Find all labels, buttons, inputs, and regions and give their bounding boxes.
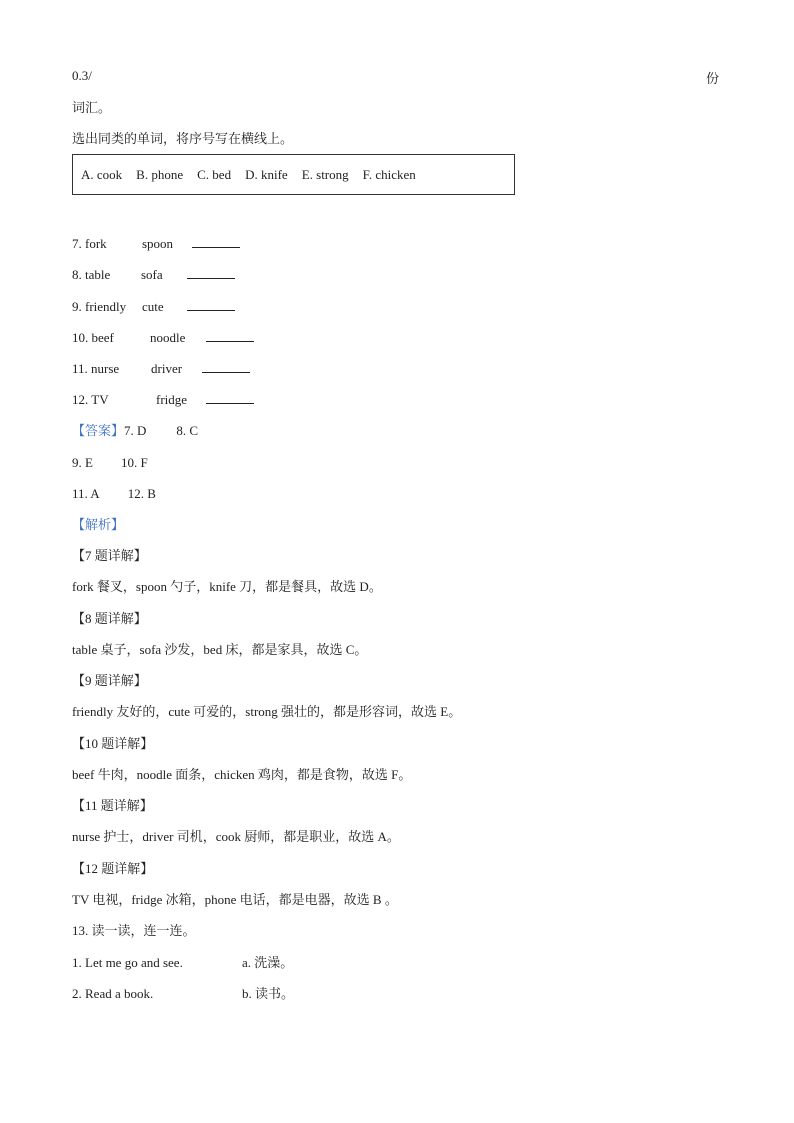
detail-heading-9: 【9 题详解】: [72, 673, 147, 688]
question-11: [72, 361, 250, 377]
answer-blank[interactable]: [192, 236, 240, 248]
section-title: 词汇。: [72, 100, 112, 115]
question-7: [72, 236, 240, 252]
question-word: cute: [142, 299, 164, 314]
answer-blank[interactable]: [206, 392, 254, 404]
match-left-item: 1. Let me go and see.: [72, 955, 183, 970]
answer-line-1: [72, 423, 198, 439]
answer-10: 10. F: [120, 455, 148, 470]
match-right-item: a. 洗澡。: [242, 955, 294, 970]
match-right-item: b. 读书。: [242, 986, 295, 1001]
detail-text-8: table 桌子，sofa 沙发，bed 床，都是家具，故选 C。: [72, 642, 368, 657]
question-word: 12. TV: [72, 392, 109, 407]
answer-blank[interactable]: [202, 361, 250, 373]
question-word: 10. beef: [72, 330, 114, 345]
option-d: D. knife: [245, 166, 288, 182]
option-c: C. bed: [197, 166, 232, 182]
question-word: driver: [151, 361, 183, 376]
header-left-text: 0.3/: [72, 68, 92, 83]
question-word: fridge: [156, 392, 188, 407]
detail-text-9: friendly 友好的，cute 可爱的，strong 强壮的，都是形容词，故选 E。: [72, 704, 462, 719]
answer-7: 7. D: [124, 423, 147, 438]
answer-blank[interactable]: [187, 267, 235, 279]
answer-blank[interactable]: [206, 330, 254, 342]
question-word: 7. fork: [72, 236, 107, 251]
detail-text-12: TV 电视，fridge 冰箱，phone 电话，都是电器，故选 B 。: [72, 892, 398, 907]
detail-heading-11: 【11 题详解】: [72, 798, 153, 813]
question-word: spoon: [142, 236, 174, 251]
question-8: [72, 267, 235, 283]
detail-text-10: beef 牛肉，noodle 面条，chicken 鸡肉，都是食物，故选 F。: [72, 767, 412, 782]
question-12: [72, 392, 254, 408]
question-9: [72, 299, 235, 315]
match-row-1: [72, 955, 293, 971]
question-word: sofa: [141, 267, 163, 282]
question-word: 11. nurse: [72, 361, 120, 376]
answer-blank[interactable]: [187, 299, 235, 311]
answer-line-2: [72, 455, 148, 471]
match-left-item: 2. Read a book.: [72, 986, 154, 1001]
detail-heading-12: 【12 题详解】: [72, 861, 154, 876]
option-b: B. phone: [136, 166, 184, 182]
answer-11: 11. A: [72, 486, 100, 501]
option-e: E. strong: [301, 166, 349, 182]
header-right-text: 份: [706, 71, 720, 86]
options-box: [72, 154, 515, 195]
option-f: F. chicken: [362, 166, 416, 182]
question-10: [72, 330, 254, 346]
question-word: noodle: [150, 330, 186, 345]
answer-line-3: [72, 486, 156, 502]
answer-label: 【答案】: [72, 423, 125, 438]
question-word: 8. table: [72, 267, 111, 282]
answer-12: 12. B: [127, 486, 156, 501]
question-word: 9. friendly: [72, 299, 127, 314]
option-a: A. cook: [81, 166, 123, 182]
section-13-title: 13. 读一读，连一连。: [72, 923, 196, 938]
match-row-2: [72, 986, 294, 1002]
detail-heading-10: 【10 题详解】: [72, 736, 154, 751]
answer-9: 9. E: [72, 455, 93, 470]
detail-text-11: nurse 护士，driver 司机，cook 厨师，都是职业，故选 A。: [72, 829, 400, 844]
instruction-text: 选出同类的单词，将序号写在横线上。: [72, 131, 294, 146]
detail-text-7: fork 餐叉，spoon 勺子，knife 刀，都是餐具，故选 D。: [72, 579, 382, 594]
answer-8: 8. C: [176, 423, 199, 438]
detail-heading-7: 【7 题详解】: [72, 548, 147, 563]
analysis-label: 【解析】: [72, 517, 125, 532]
detail-heading-8: 【8 题详解】: [72, 611, 147, 626]
